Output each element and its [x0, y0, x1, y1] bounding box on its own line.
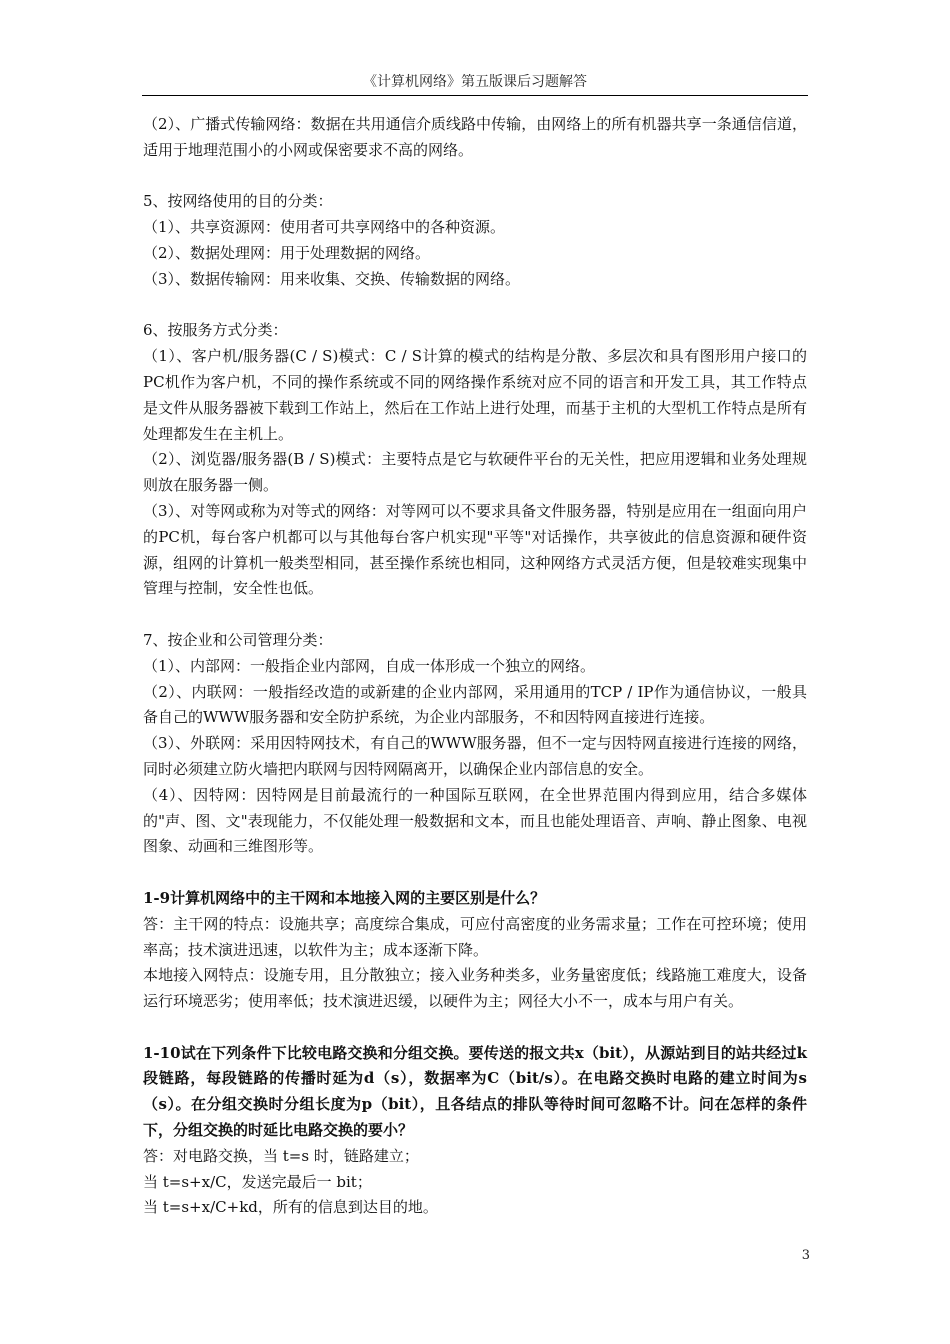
question-1-9-answer: 答：主干网的特点：设施共享；高度综合集成，可应付高密度的业务需求量；工作在可控环境；使用率高；技术演进迅速，以软件为主；成本逐渐下降。 [143, 914, 807, 959]
paragraph-gap [143, 602, 807, 628]
page-number: 3 [801, 1248, 810, 1263]
question-1-9-answer: 本地接入网特点：设施专用，且分散独立；接入业务种类多，业务量密度低；线路施工难度大，设备运行环境恶劣；使用率低；技术演进迟缓，以硬件为主；网径大小不一，成本与用户有关。 [143, 966, 807, 1011]
paragraph-gap [143, 293, 807, 319]
question-1-10-answer-line: 当 t=s+x/C，发送完最后一 bit； [143, 1172, 372, 1191]
section-5-item: （1）、共享资源网：使用者可共享网络中的各种资源。 [143, 218, 506, 237]
broadcast-network-paragraph: （2）、广播式传输网络：数据在共用通信介质线路中传输，由网络上的所有机器共享一条通信信道，适用于地理范围小的小网或保密要求不高的网络。 [143, 115, 807, 159]
section-7-item: （1）、内部网：一般指企业内部网，自成一体形成一个独立的网络。 [143, 656, 596, 675]
section-6-item: （2）、浏览器/服务器(B / S)模式：主要特点是它与软硬件平台的无关性，把应用逻辑和业务处理规则放在服务器一侧。 [143, 450, 807, 495]
section-7-item: （2）、内联网：一般指经改造的或新建的企业内部网，采用通用的TCP / IP作为通信协议，一般具备自己的WWW服务器和安全防护系统，为企业内部服务，不和因特网直接进行连接。 [143, 682, 807, 727]
section-5-item: （3）、数据传输网：用来收集、交换、传输数据的网络。 [143, 269, 521, 288]
section-5-title: 5、按网络使用的目的分类： [143, 192, 333, 211]
section-7-item: （3）、外联网：采用因特网技术，有自己的WWW服务器，但不一定与因特网直接进行连接的网络，同时必须建立防火墙把内联网与因特网隔离开，以确保企业内部信息的安全。 [143, 734, 807, 778]
question-1-10-answer-line: 答：对电路交换，当 t=s 时，链路建立； [143, 1146, 419, 1165]
section-7-title: 7、按企业和公司管理分类： [143, 630, 333, 649]
section-5-item: （2）、数据处理网：用于处理数据的网络。 [143, 243, 431, 262]
question-1-9-heading: 1-9计算机网络中的主干网和本地接入网的主要区别是什么？ [143, 888, 546, 907]
paragraph-gap [143, 1015, 807, 1041]
section-6-title: 6、按服务方式分类： [143, 321, 288, 340]
paragraph-gap [143, 164, 807, 190]
question-1-10-answer-line: 当 t=s+x/C+kd，所有的信息到达目的地。 [143, 1198, 438, 1217]
page-body [143, 112, 807, 1221]
header-rule [142, 95, 808, 96]
paragraph-gap [143, 860, 807, 886]
section-6-item: （3）、对等网或称为对等式的网络：对等网可以不要求具备文件服务器，特别是应用在一组面向用户的PC机，每台客户机都可以与其他每台客户机实现"平等"对话操作，共享彼此的信息资源和硬件资源，组网的计算机一般类型相同，甚至操作系统也相同，这种网络方式灵活方便，但是较难实现集中管理与控制，安全性也低。 [143, 501, 807, 598]
section-7-item: （4）、因特网：因特网是目前最流行的一种国际互联网，在全世界范围内得到应用，结合多媒体的"声、图、文"表现能力，不仅能处理一般数据和文本，而且也能处理语音、声响、静止图象、电视图象、动画和三维图形等。 [143, 785, 807, 856]
question-1-10-heading: 1-10试在下列条件下比较电路交换和分组交换。要传送的报文共x（bit），从源站到目的站共经过k段链路，每段链路的传播时延为d（s），数据率为C（bit/s）。在电路交换时电路的建立时间为s（s）。在分组交换时分组长度为p（bit），且各结点的排队等待时间可忽略不计。问在怎样的条件下，分组交换的时延比电路交换的要小？ [143, 1043, 807, 1140]
running-header: 《计算机网络》第五版课后习题解答 [363, 74, 587, 90]
section-6-item: （1）、客户机/服务器(C / S)模式：C / S计算的模式的结构是分散、多层次和具有图形用户接口的PC机作为客户机，不同的操作系统或不同的网络操作系统对应不同的语言和开发工具，其工作特点是文件从服务器被下载到工作站上，然后在工作站上进行处理，而基于主机的大型机工作特点是所有处理都发生在主机上。 [143, 347, 807, 443]
